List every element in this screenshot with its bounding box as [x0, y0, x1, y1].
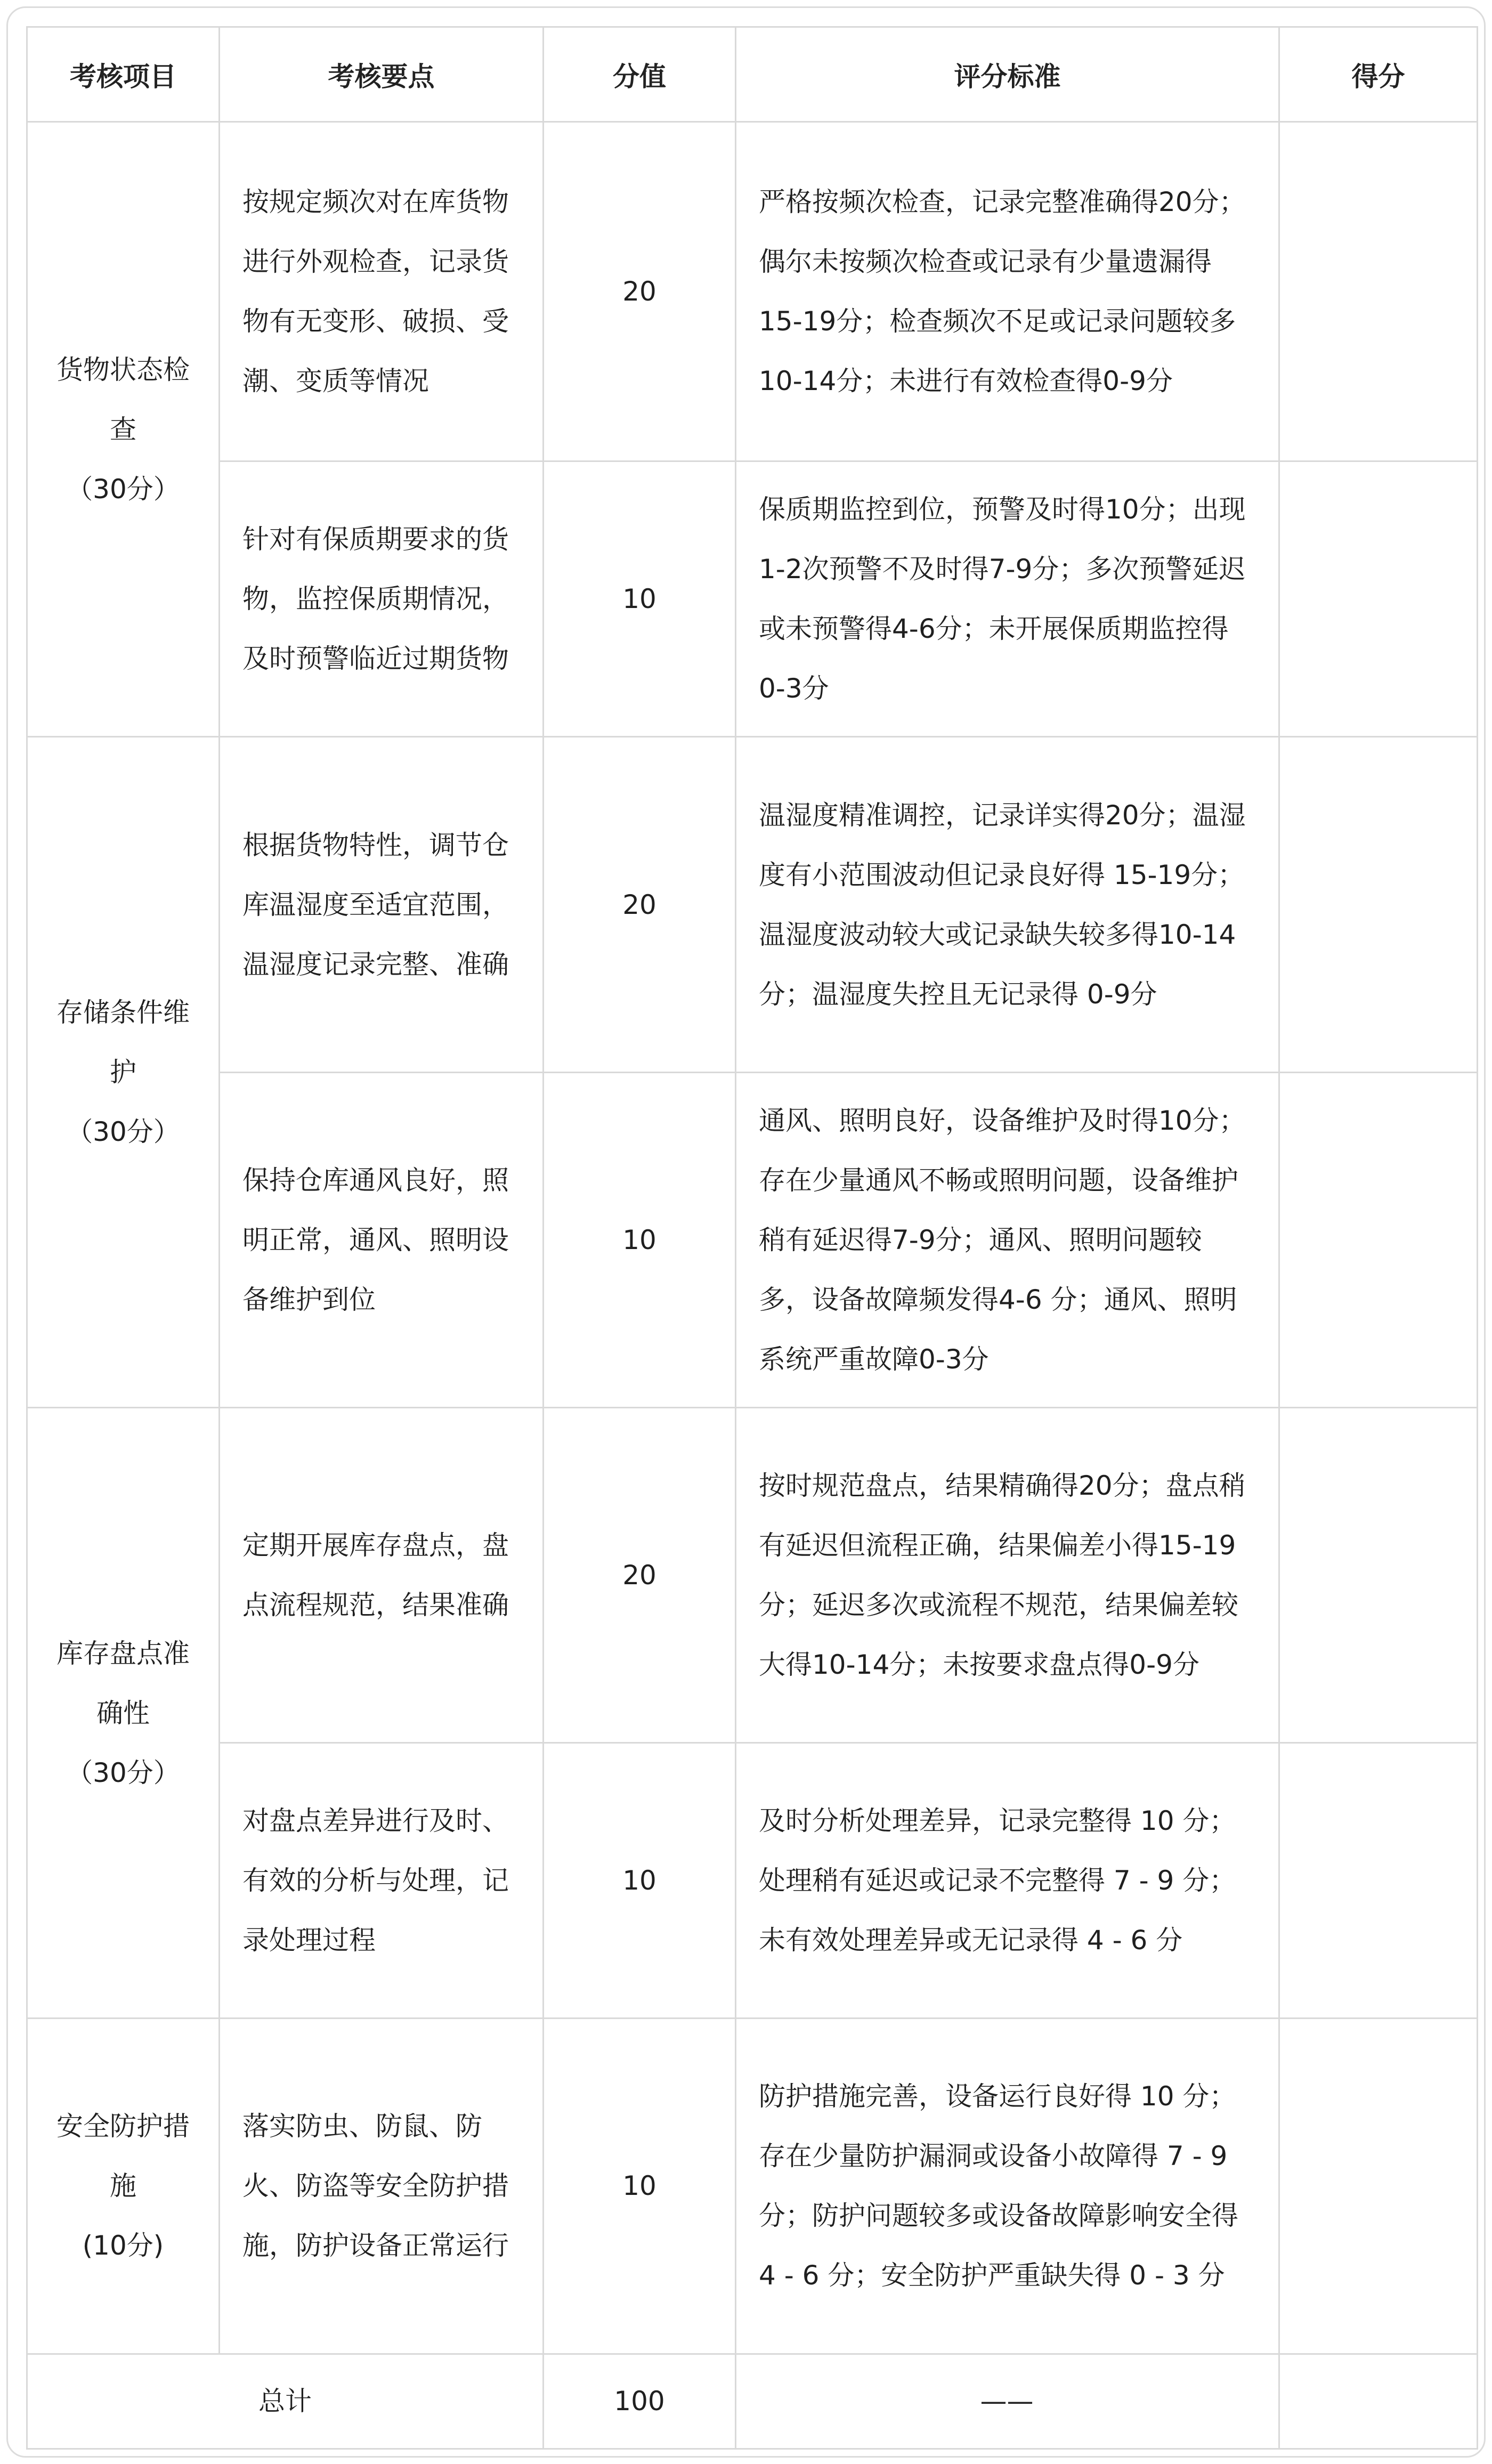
item-score: (10分) — [82, 2230, 164, 2262]
criteria-cell: 保质期监控到位，预警及时得10分；出现1-2次预警不及时得7-9分；多次预警延迟或未预警得4-6分；未开展保质期监控得0-3分 — [736, 461, 1279, 737]
item-cell — [27, 122, 220, 737]
table-card — [6, 6, 1486, 2458]
item-cell — [27, 737, 220, 1408]
total-score: 100 — [544, 2354, 736, 2449]
table-row — [27, 1407, 1478, 1742]
point-cell: 落实防虫、防鼠、防火、防盗等安全防护措施，防护设备正常运行 — [220, 2019, 544, 2354]
item-name-line2: 施 — [110, 2170, 136, 2202]
got-cell[interactable] — [1279, 461, 1478, 737]
item-cell — [27, 2019, 220, 2354]
total-criteria: —— — [736, 2354, 1279, 2449]
item-name-line2: 查 — [110, 414, 136, 445]
header-point: 考核要点 — [220, 27, 544, 122]
item-cell — [27, 1407, 220, 2018]
got-cell[interactable] — [1279, 1743, 1478, 2019]
score-cell: 20 — [544, 122, 736, 461]
got-cell[interactable] — [1279, 2019, 1478, 2354]
criteria-cell: 严格按频次检查，记录完整准确得20分；偶尔未按频次检查或记录有少量遗漏得15-19分；检查频次不足或记录问题较多10-14分；未进行有效检查得0-9分 — [736, 122, 1279, 461]
header-row — [27, 27, 1478, 122]
header-got: 得分 — [1279, 27, 1478, 122]
got-cell[interactable] — [1279, 122, 1478, 461]
score-cell: 20 — [544, 737, 736, 1072]
table-row — [27, 122, 1478, 461]
table-row — [27, 1072, 1478, 1407]
item-name-line1: 货物状态检 — [56, 354, 190, 385]
criteria-cell: 防护措施完善，设备运行良好得 10 分；存在少量防护漏洞或设备小故障得 7 - 9 分；防护问题较多或设备故障影响安全得 4 - 6 分；安全防护严重缺失得 0 - 3 分 — [736, 2019, 1279, 2354]
score-cell: 10 — [544, 1072, 736, 1407]
got-cell[interactable] — [1279, 737, 1478, 1072]
table-row — [27, 461, 1478, 737]
assessment-table — [26, 26, 1478, 2450]
criteria-cell: 按时规范盘点，结果精确得20分；盘点稍有延迟但流程正确，结果偏差小得15-19分；延迟多次或流程不规范，结果偏差较大得10-14分；未按要求盘点得0-9分 — [736, 1407, 1279, 1742]
point-cell: 保持仓库通风良好，照明正常，通风、照明设备维护到位 — [220, 1072, 544, 1407]
score-cell: 10 — [544, 2019, 736, 2354]
table-row — [27, 1743, 1478, 2019]
point-cell: 根据货物特性，调节仓库温湿度至适宜范围，温湿度记录完整、准确 — [220, 737, 544, 1072]
item-name-line1: 存储条件维 — [56, 997, 190, 1028]
got-cell[interactable] — [1279, 1072, 1478, 1407]
score-cell: 10 — [544, 1743, 736, 2019]
table-row — [27, 737, 1478, 1072]
item-name-line1: 库存盘点准 — [56, 1638, 190, 1669]
criteria-cell: 通风、照明良好，设备维护及时得10分；存在少量通风不畅或照明问题，设备维护稍有延迟得7-9分；通风、照明问题较多，设备故障频发得4-6 分；通风、照明系统严重故障0-3分 — [736, 1072, 1279, 1407]
point-cell: 定期开展库存盘点，盘点流程规范，结果准确 — [220, 1407, 544, 1742]
point-cell: 按规定频次对在库货物进行外观检查，记录货物有无变形、破损、受潮、变质等情况 — [220, 122, 544, 461]
item-score: （30分） — [66, 1757, 180, 1788]
point-cell: 针对有保质期要求的货物，监控保质期情况，及时预警临近过期货物 — [220, 461, 544, 737]
criteria-cell: 温湿度精准调控，记录详实得20分；温湿度有小范围波动但记录良好得 15-19分；温湿度波动较大或记录缺失较多得10-14分；温湿度失控且无记录得 0-9分 — [736, 737, 1279, 1072]
score-cell: 10 — [544, 461, 736, 737]
item-score: （30分） — [66, 1116, 180, 1148]
total-label: 总计 — [27, 2354, 544, 2449]
item-name-line2: 护 — [110, 1057, 136, 1088]
total-got[interactable] — [1279, 2354, 1478, 2449]
item-name-line1: 安全防护措 — [56, 2111, 190, 2142]
criteria-cell: 及时分析处理差异，记录完整得 10 分；处理稍有延迟或记录不完整得 7 - 9 分；未有效处理差异或无记录得 4 - 6 分 — [736, 1743, 1279, 2019]
header-criteria: 评分标准 — [736, 27, 1279, 122]
score-cell: 20 — [544, 1407, 736, 1742]
got-cell[interactable] — [1279, 1407, 1478, 1742]
total-row — [27, 2354, 1478, 2449]
item-score: （30分） — [66, 473, 180, 505]
header-item: 考核项目 — [27, 27, 220, 122]
point-cell: 对盘点差异进行及时、有效的分析与处理，记录处理过程 — [220, 1743, 544, 2019]
item-name-line2: 确性 — [96, 1697, 150, 1729]
header-score: 分值 — [544, 27, 736, 122]
table-row — [27, 2019, 1478, 2354]
